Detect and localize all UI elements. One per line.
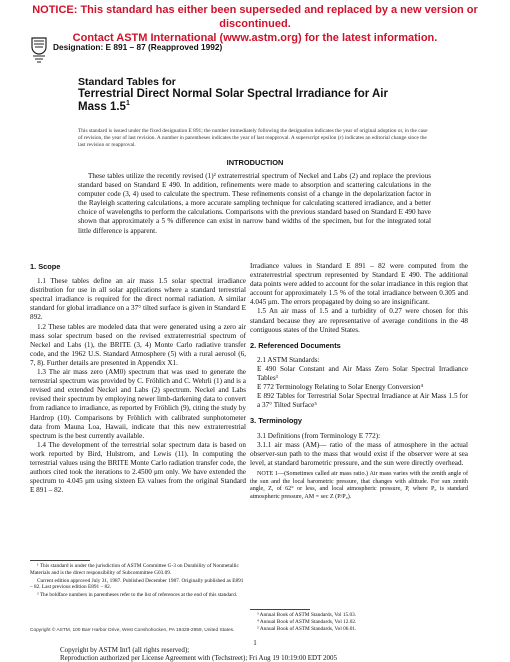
footnotes-right [257, 612, 457, 632]
footnote-divider-left [30, 560, 90, 561]
para-3-1-1: 3.1.1 air mass (AM)— ratio of the mass of atmosphere in the actual observer-sun path to the mass that would exist if the observer were at sea level, at standard barometric pressure, and the sun were directly overhead. [250, 440, 468, 467]
issuance-note: This standard is issued under the fixed designation E 891; the number immediately following the designation indicates the year of original adoption or, in the case of revision, the year of last revision. A number in parentheses indicates the year of last reapproval. A superscript epsilon (ε) indicates an editorial change since the last revision or reapproval. [78, 128, 428, 148]
footnote-divider-right [250, 609, 310, 610]
footer-line-2: Reproduction authorized per License Agreement with (Techstreet); Fri Aug 19 10:19:00 EDT 2005 [60, 654, 337, 662]
para-1-3: 1.3 The air mass zero (AM0) spectrum that was used to generate the terrestrial spectrum was provided by C. Fröhlich and C. Wehrli (1) and is a revised and extended Neckel and Labs (2) spectrum. Neckel and Labs revised their spectrum by employing newer limb-darkening data to convert from radiance to irradiance, as reported by Fröhlich (9), citing the study by Hardrop (10). Comparisons by Fröhlich with calibrated sunphotometer data from Mauna Loa, Hawaii, indicate that this new extraterrestrial spectrum is the best currently available. [30, 368, 246, 440]
introduction-heading: INTRODUCTION [226, 158, 284, 167]
para-1-4: 1.4 The development of the terrestrial solar spectrum data is based on work reported by Bird, Hulstrom, and Lewis (11). In computing the terrestrial values using the BRITE Monte Carlo radiation transfer code, the authors cited took the iterations to 2.4500 μm only. We have extended the spectrum to 4.045 μm using sixteen Eλ values from the original Standard E 891 – 82. [30, 440, 246, 495]
title-line-3-text: Mass 1.5 [78, 101, 126, 113]
title-line-3 [78, 101, 418, 114]
footer-line-1: Copyright by ASTM Int'l (all rights reserved); [60, 646, 190, 654]
document-title [78, 76, 418, 114]
para-1-2: 1.2 These tables are modeled data that were generated using a zero air mass solar spectrum based on the revised extraterrestrial spectrum of Neckel and Labs (1), the BRITE (3, 4) Monte Carlo radiative transfer code, and the 1962 U.S. Standard Atmosphere (5) with a rural aerosol (6, 7, 8). Further details are presented in Appendix X1. [30, 322, 246, 367]
footnote-5: ⁵ Annual Book of ASTM Standards, Vol 06.01. [257, 625, 357, 632]
page-number: 1 [253, 639, 257, 647]
title-line-1: Standard Tables for [78, 76, 176, 88]
supersede-notice [0, 3, 510, 45]
footnotes-left [30, 563, 246, 600]
left-column [30, 262, 246, 495]
astm-logo-icon [30, 37, 48, 65]
scope-heading: 1. Scope [30, 262, 61, 271]
para-1-4-continued: Irradiance values in Standard E 891 – 82 were computed from the extraterrestrial spectrum represented by Standard E 490. The additional data points were added to account for the solar irradiance in this region that account for approximately 1.5 % of the total irradiance between 0.305 and 4.045 μm. The errors propagated by doing so are insignificant. [250, 262, 468, 307]
terminology-heading: 3. Terminology [250, 416, 303, 426]
para-1-5: 1.5 An air mass of 1.5 and a turbidity of 0.27 were chosen for this standard because they are representative of average conditions in the 48 contiguous states of the United States. [250, 307, 468, 334]
right-column [250, 262, 468, 502]
footnote-3: ³ Annual Book of ASTM Standards, Vol 15.03. [257, 612, 357, 618]
para-2-1: 2.1 ASTM Standards: [257, 355, 320, 364]
footnote-1: ¹ This standard is under the jurisdiction of ASTM Committee G-3 on Durability of Nonmetallic Materials and is the direct responsibility of Subcommittee G03.09. [30, 563, 239, 576]
para-3-1: 3.1 Definitions (from Terminology E 772): [257, 431, 381, 440]
introduction-text: These tables utilize the recently revised (1)² extraterrestrial spectrum of Neckel and Labs (2) and replace the previous standard based on Standard E 490. In addition, refinements were made to absorption and scattering calculations in the computer code (3, 4) used to calculate the spectrum. These refinements consist of a change in the depolarization factor in the Rayleigh scattering calculations, a more accurate sampling technique for calculating scattered irradiance, and a better choice of wavelengths to perform the calculations. Comparisons with the previous standard based on Standard E 490 have shown that approximately a 5 % difference can exist in narrow band widths of the specimen, but for the integrated total little difference is apparent. [78, 172, 431, 235]
reference-e892: E 892 Tables for Terrestrial Solar Spectral Irradiance at Air Mass 1.5 for a 37° Tilted Surface⁵ [257, 392, 468, 410]
title-line-2: Terrestrial Direct Normal Solar Spectral Irradiance for Air [78, 88, 388, 100]
notice-line-1: NOTICE: This standard has either been superseded and replaced by a new version or discontinued. [32, 4, 478, 30]
reference-e490: E 490 Solar Constant and Air Mass Zero Solar Spectral Irradiance Tables³ [257, 364, 468, 383]
notice-line-2: Contact ASTM International (www.astm.org) for the latest information. [72, 32, 438, 44]
footnote-4: ⁴ Annual Book of ASTM Standards, Vol 12.02. [257, 618, 357, 625]
designation-line: Designation: E 891 – 87 (Reapproved 1992) [53, 42, 223, 52]
reference-e772: E 772 Terminology Relating to Solar Energy Conversion⁴ [257, 383, 424, 392]
note-1: NOTE 1—(Sometimes called air mass ratio.) Air mass varies with the zenith angle of the sun and the local barometric pressure, that changes with altitude. For sun zenith angle, Z, of 62° or less, and local atmospheric pressure, P, where P₀ is standard atmospheric pressure, AM = sec Z (P/P₀). [250, 470, 468, 501]
astm-copyright-line: Copyright © ASTM, 100 Barr Harbor Drive, West Conshohocken, PA 19428-2959, United States. [30, 628, 235, 633]
para-1-1: 1.1 These tables define an air mass 1.5 solar spectral irradiance distribution for use in all solar applications where a standard terrestrial spectral irradiance is required for the direct normal radiation. A similar standard for global irradiance on a 37° tilted surface is given in Standard E 892. [30, 277, 246, 322]
referenced-documents-heading: 2. Referenced Documents [250, 340, 341, 350]
footnote-2: ² The boldface numbers in parentheses refer to the list of references at the end of this standard. [37, 592, 238, 599]
title-footnote-mark: 1 [125, 100, 130, 108]
footnote-1-edition: Current edition approved July 31, 1987. Published December 1987. Originally published as E891 – 82. Last previous edition E891 – 82. [30, 577, 244, 591]
